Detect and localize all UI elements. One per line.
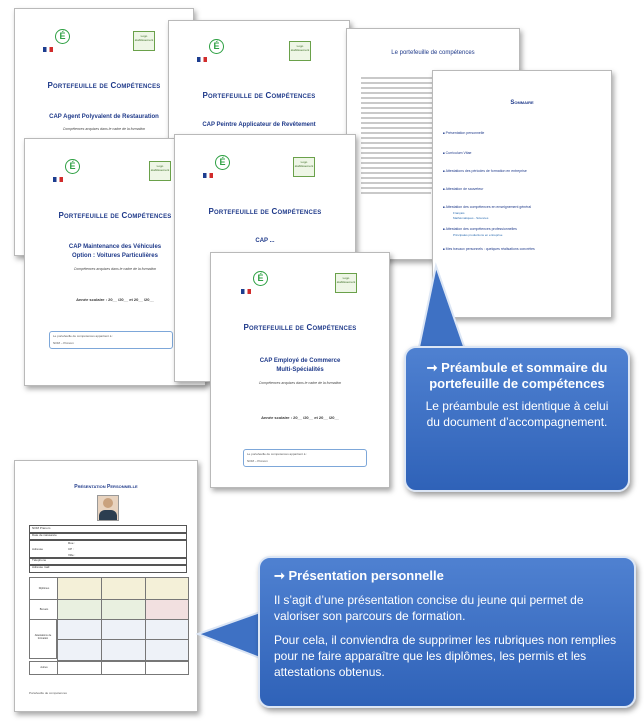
- portfolio-title: Portefeuille de Compétences: [243, 323, 357, 332]
- cell: [101, 661, 147, 675]
- cap-title: CAP ...: [255, 238, 275, 244]
- callout-heading: ➞ Présentation personnelle: [274, 568, 444, 583]
- callout-body: Pour cela, il conviendra de supprimer les rubriques non remplies pour ne faire apparaître que les diplômes, les permis et les attestations obtenus.: [274, 633, 617, 679]
- doc-cap-commerce: [210, 252, 390, 488]
- row-mail: Adresse mail: [29, 564, 187, 573]
- section-brevets: Brevets: [29, 599, 59, 621]
- school-years: Année scolaire : 20__ /20__ et 20__ /20__: [261, 415, 339, 420]
- toc-sub: Principales productions en entreprise: [453, 233, 503, 237]
- toc-sub: Mathématiques - Sciences: [453, 216, 489, 220]
- ecole-logo-icon: É: [53, 159, 81, 189]
- owner-box: Le portefeuille de compétences appartient à : NOM – Prénom: [49, 331, 173, 349]
- toc-item: ■ Attestations des périodes de formation en entreprise: [443, 169, 527, 173]
- section-diplomes: Diplômes: [29, 577, 59, 601]
- cap-title: CAP Agent Polyvalent de Restauration: [49, 114, 159, 120]
- toc-item: ■ Mes travaux personnels : quelques réalisations concrètes: [443, 247, 535, 251]
- portfolio-title: Portefeuille de Compétences: [202, 91, 316, 100]
- cap-subtitle: Multi-Spécialités: [276, 367, 324, 373]
- owner-box: Le portefeuille de compétences appartient à : NOM – Prénom: [243, 449, 367, 467]
- cell: [101, 619, 147, 641]
- callout-preambule: [404, 346, 630, 492]
- callout-body: Le préambule est identique à celui du document d’accompagnement.: [425, 399, 609, 429]
- cell: [57, 577, 103, 601]
- callout-body: Il s’agit d’une présentation concise du jeune qui permet de valoriser son parcours de formation.: [274, 593, 584, 623]
- cell: [57, 639, 103, 661]
- cap-title: CAP Maintenance des Véhicules: [68, 244, 162, 250]
- ecole-logo-icon: É: [241, 271, 269, 301]
- row-address: Adresse Rue : CP : Ville :: [29, 539, 187, 559]
- portfolio-title: Portefeuille de Compétences: [208, 207, 322, 216]
- ecole-logo-icon: É: [203, 155, 231, 185]
- cap-title: CAP Peintre Applicateur de Revêtement: [202, 122, 316, 128]
- toc-sub: Français: [453, 211, 465, 215]
- avatar: [97, 495, 119, 521]
- stamp-box: Logo établissement: [133, 31, 155, 51]
- toc-item: ■ Attestation de sauveteur: [443, 187, 483, 191]
- cap-title: CAP Employé de Commerce: [259, 358, 341, 364]
- cell: [57, 599, 103, 621]
- cell: [101, 577, 147, 601]
- sommaire-title: Sommaire: [510, 100, 534, 106]
- section-attestations: Attestations de formation: [29, 619, 57, 659]
- school-years: Année scolaire : 20__ /20__ et 20__ /20__: [76, 297, 154, 302]
- toc-item: ■ Attestation des compétences en enseignement général: [443, 205, 531, 209]
- cell: [101, 599, 147, 621]
- row-birth: Date de naissance: [29, 532, 187, 541]
- portfolio-title: Portefeuille de Compétences: [58, 211, 172, 220]
- cell: [57, 619, 103, 641]
- cell: [101, 639, 147, 661]
- toc-item: ■ Attestation des compétences professionnelles: [443, 227, 517, 231]
- section-autres: Autres: [29, 661, 59, 675]
- doc-presentation: [14, 460, 198, 712]
- stamp-box: Logo établissement: [149, 161, 171, 181]
- stamp-box: Logo établissement: [293, 157, 315, 177]
- cell: [145, 661, 189, 675]
- skills-note: Compétences acquises dans le cadre de la formation: [73, 267, 157, 271]
- stamp-box: Logo établissement: [335, 273, 357, 293]
- ecole-logo-icon: É: [197, 39, 225, 69]
- callout-presentation: [258, 556, 636, 708]
- row-name: NOM Prénom: [29, 525, 187, 534]
- cell: [145, 599, 189, 621]
- skills-note: Compétences acquises dans le cadre de la formation: [62, 127, 146, 131]
- callout-heading: ➞ Préambule et sommaire du portefeuille de compétences: [426, 360, 608, 391]
- presentation-title: Présentation Personnelle: [74, 484, 138, 490]
- cell: [145, 619, 189, 641]
- toc-item: ■ Présentation personnelle: [443, 131, 484, 135]
- skills-note: Compétences acquises dans le cadre de la formation: [258, 381, 342, 385]
- cell: [57, 661, 103, 675]
- row-phone: Téléphone: [29, 557, 187, 566]
- page-footer: Portefeuille de compétences: [29, 691, 67, 695]
- preamble-title: Le portefeuille de compétences: [391, 50, 475, 56]
- stamp-box: Logo établissement: [289, 41, 311, 61]
- cell: [145, 639, 189, 661]
- ecole-logo-icon: É: [43, 29, 71, 59]
- bubble2-pointer: [196, 604, 262, 664]
- portfolio-title: Portefeuille de Compétences: [47, 81, 161, 90]
- toc-item: ■ Curriculum Vitae: [443, 151, 471, 155]
- bubble1-pointer: [400, 262, 470, 354]
- cell: [145, 577, 189, 601]
- cap-subtitle: Option : Voitures Particulières: [72, 253, 158, 259]
